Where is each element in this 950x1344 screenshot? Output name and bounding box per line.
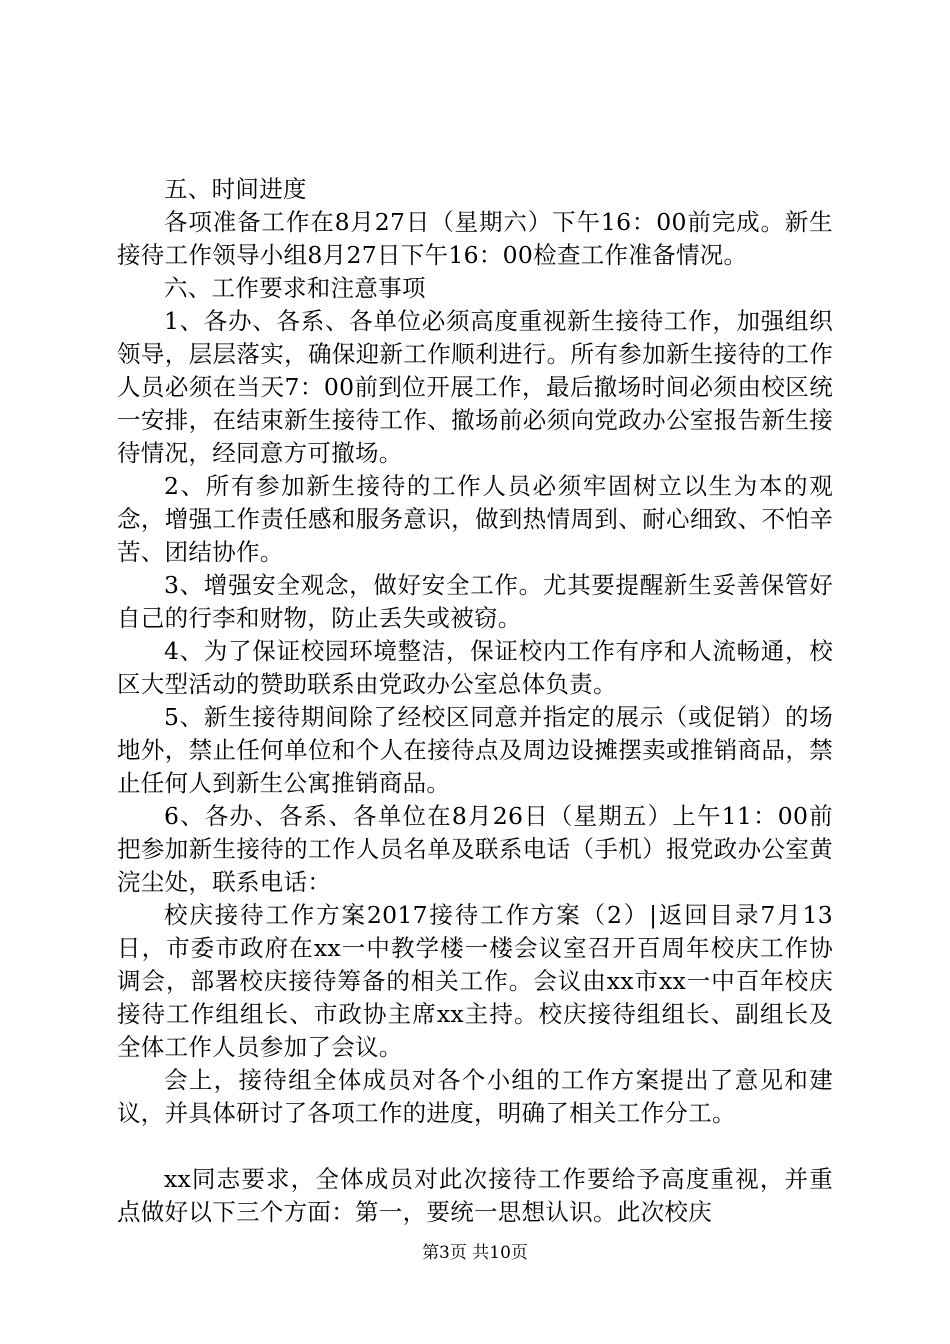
requirement-item-1: 1、各办、各系、各单位必须高度重视新生接待工作，加强组织领导，层层落实，确保迎新工作顺利进行。所有参加新生接待的工作人员必须在当天7：00前到位开展工作，最后撤场时间必须由校区统一安排，在结束新生接待工作、撤场前必须向党政办公室报告新生接待情况，经同意方可撤场。 xyxy=(117,307,833,467)
meeting-discussion-paragraph: 会上，接待组全体成员对各个小组的工作方案提出了意见和建议，并具体研讨了各项工作的进度，明确了相关工作分工。 xyxy=(117,1066,833,1127)
anniversary-plan-paragraph: 校庆接待工作方案2017接待工作方案（2）|返回目录7月13日，市委市政府在xx一中教学楼一楼会议室召开百周年校庆工作协调会，部署校庆接待筹备的相关工作。会议由xx市xx一中百年校庆接待工作组组长、市政协主席xx主持。校庆接待组组长、副组长及全体工作人员参加了会议。 xyxy=(117,901,833,1061)
requirement-item-2: 2、所有参加新生接待的工作人员必须牢固树立以生为本的观念，增强工作责任感和服务意识，做到热情周到、耐心细致、不怕辛苦、团结协作。 xyxy=(117,472,833,566)
schedule-paragraph: 各项准备工作在8月27日（星期六）下午16：00前完成。新生接待工作领导小组8月27日下午16：00检查工作准备情况。 xyxy=(117,208,833,269)
section-heading-requirements: 六、工作要求和注意事项 xyxy=(164,274,426,302)
requirement-item-3: 3、增强安全观念，做好安全工作。尤其要提醒新生妥善保管好自己的行李和财物，防止丢失或被窃。 xyxy=(117,571,833,632)
document-body xyxy=(117,173,833,1229)
requirement-item-6: 6、各办、各系、各单位在8月26日（星期五）上午11：00前把参加新生接待的工作人员名单及联系电话（手机）报党政办公室黄浣尘处，联系电话： xyxy=(117,802,833,896)
requirement-item-5: 5、新生接待期间除了经校区同意并指定的展示（或促销）的场地外，禁止任何单位和个人在接待点及周边设摊摆卖或推销商品，禁止任何人到新生公寓推销商品。 xyxy=(117,703,833,797)
requirements-speech-paragraph: xx同志要求，全体成员对此次接待工作要给予高度重视，并重点做好以下三个方面：第一，要统一思想认识。此次校庆 xyxy=(117,1165,833,1226)
page-footer: 第3页 共10页 xyxy=(422,1243,528,1263)
section-heading-schedule: 五、时间进度 xyxy=(164,175,307,203)
requirement-item-4: 4、为了保证校园环境整洁，保证校内工作有序和人流畅通，校区大型活动的赞助联系由党政办公室总体负责。 xyxy=(117,637,833,698)
